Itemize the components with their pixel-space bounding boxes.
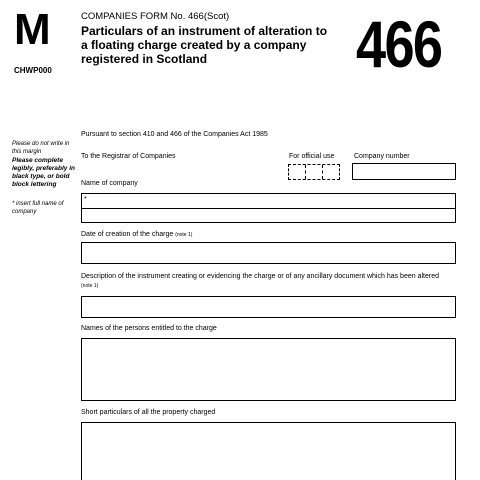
margin-note-complete-legibly: Please complete legibly, preferably in black type, or bold block lettering bbox=[12, 157, 75, 188]
date-of-creation-text: Date of creation of the charge bbox=[81, 231, 174, 238]
name-of-company-label: Name of company bbox=[81, 180, 138, 187]
description-label bbox=[81, 273, 441, 290]
company-number-label: Company number bbox=[354, 153, 410, 160]
form-letter-m: M bbox=[14, 5, 51, 54]
form-number-label: COMPANIES FORM No. 466(Scot) bbox=[81, 11, 230, 22]
to-registrar-label: To the Registrar of Companies bbox=[81, 153, 176, 160]
pursuant-statement: Pursuant to section 410 and 466 of the Companies Act 1985 bbox=[81, 131, 268, 138]
official-use-boxes bbox=[288, 164, 340, 180]
margin-note-do-not-write: Please do not write in this margin bbox=[12, 141, 70, 155]
company-name-field-line-1[interactable] bbox=[81, 193, 456, 209]
form-number-large: 466 bbox=[356, 7, 442, 81]
margin-note-insert-name: * insert full name of company bbox=[12, 201, 64, 215]
description-text: Description of the instrument creating or evidencing the charge or of any ancillary document which has been altered bbox=[81, 273, 439, 280]
date-of-creation-note: (note 1) bbox=[175, 232, 193, 238]
description-note: (note 1) bbox=[81, 282, 99, 289]
persons-entitled-label: Names of the persons entitled to the charge bbox=[81, 325, 217, 332]
property-charged-label: Short particulars of all the property charged bbox=[81, 409, 216, 416]
persons-entitled-field[interactable] bbox=[81, 338, 456, 401]
company-number-field[interactable] bbox=[352, 163, 456, 180]
form-title: Particulars of an instrument of alteration to a floating charge created by a company registered in Scotland bbox=[81, 24, 328, 66]
form-code: CHWP000 bbox=[14, 66, 52, 75]
property-charged-field[interactable] bbox=[81, 422, 456, 480]
official-use-label: For official use bbox=[289, 153, 335, 160]
date-of-creation-field[interactable] bbox=[81, 242, 456, 264]
company-name-asterisk: * bbox=[84, 196, 87, 203]
company-name-field-line-2[interactable] bbox=[81, 208, 456, 223]
description-field[interactable] bbox=[81, 296, 456, 318]
date-of-creation-label bbox=[81, 231, 192, 240]
